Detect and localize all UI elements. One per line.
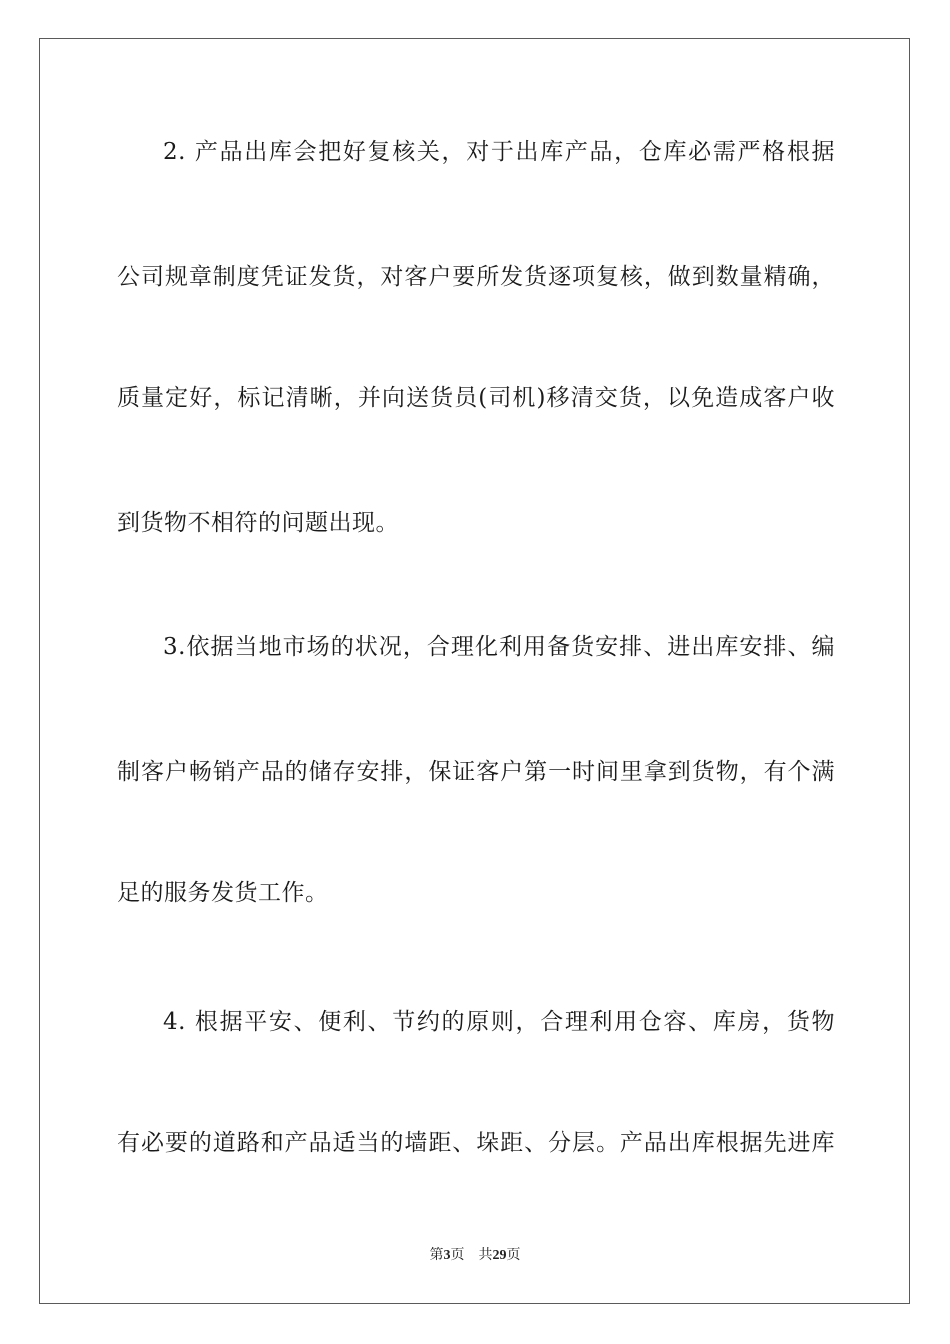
paragraph-2-line-2: 公司规章制度凭证发货，对客户要所发货逐项复核，做到数量精确， (117, 264, 835, 290)
footer-page-current: 3 (443, 1248, 451, 1263)
footer-total-prefix: 共 (478, 1248, 493, 1263)
footer-page-prefix: 第 (429, 1248, 444, 1263)
footer-page-suffix: 页 (450, 1248, 465, 1263)
paragraph-3-line-2: 制客户畅销产品的储存安排，保证客户第一时间里拿到货物，有个满 (117, 759, 835, 785)
footer-page-total: 29 (492, 1248, 507, 1263)
page-footer (0, 1246, 950, 1266)
paragraph-4-line-2: 有必要的道路和产品适当的墙距、垛距、分层。产品出库根据先进库 (117, 1130, 835, 1156)
paragraph-2-line-3: 质量定好，标记清晰，并向送货员(司机)移清交货，以免造成客户收 (117, 385, 835, 411)
paragraph-2-line-4: 到货物不相符的问题出现。 (117, 510, 399, 536)
paragraph-2-line-1: 2. 产品出库会把好复核关，对于出库产品，仓库必需严格根据 (163, 139, 835, 165)
paragraph-3-line-3: 足的服务发货工作。 (117, 880, 329, 906)
page-border (39, 38, 910, 1304)
paragraph-4-line-1: 4. 根据平安、便利、节约的原则，合理利用仓容、库房，货物 (163, 1009, 835, 1035)
paragraph-3-line-1: 3.依据当地市场的状况，合理化利用备货安排、进出库安排、编 (163, 634, 835, 660)
footer-total-suffix: 页 (506, 1248, 521, 1263)
